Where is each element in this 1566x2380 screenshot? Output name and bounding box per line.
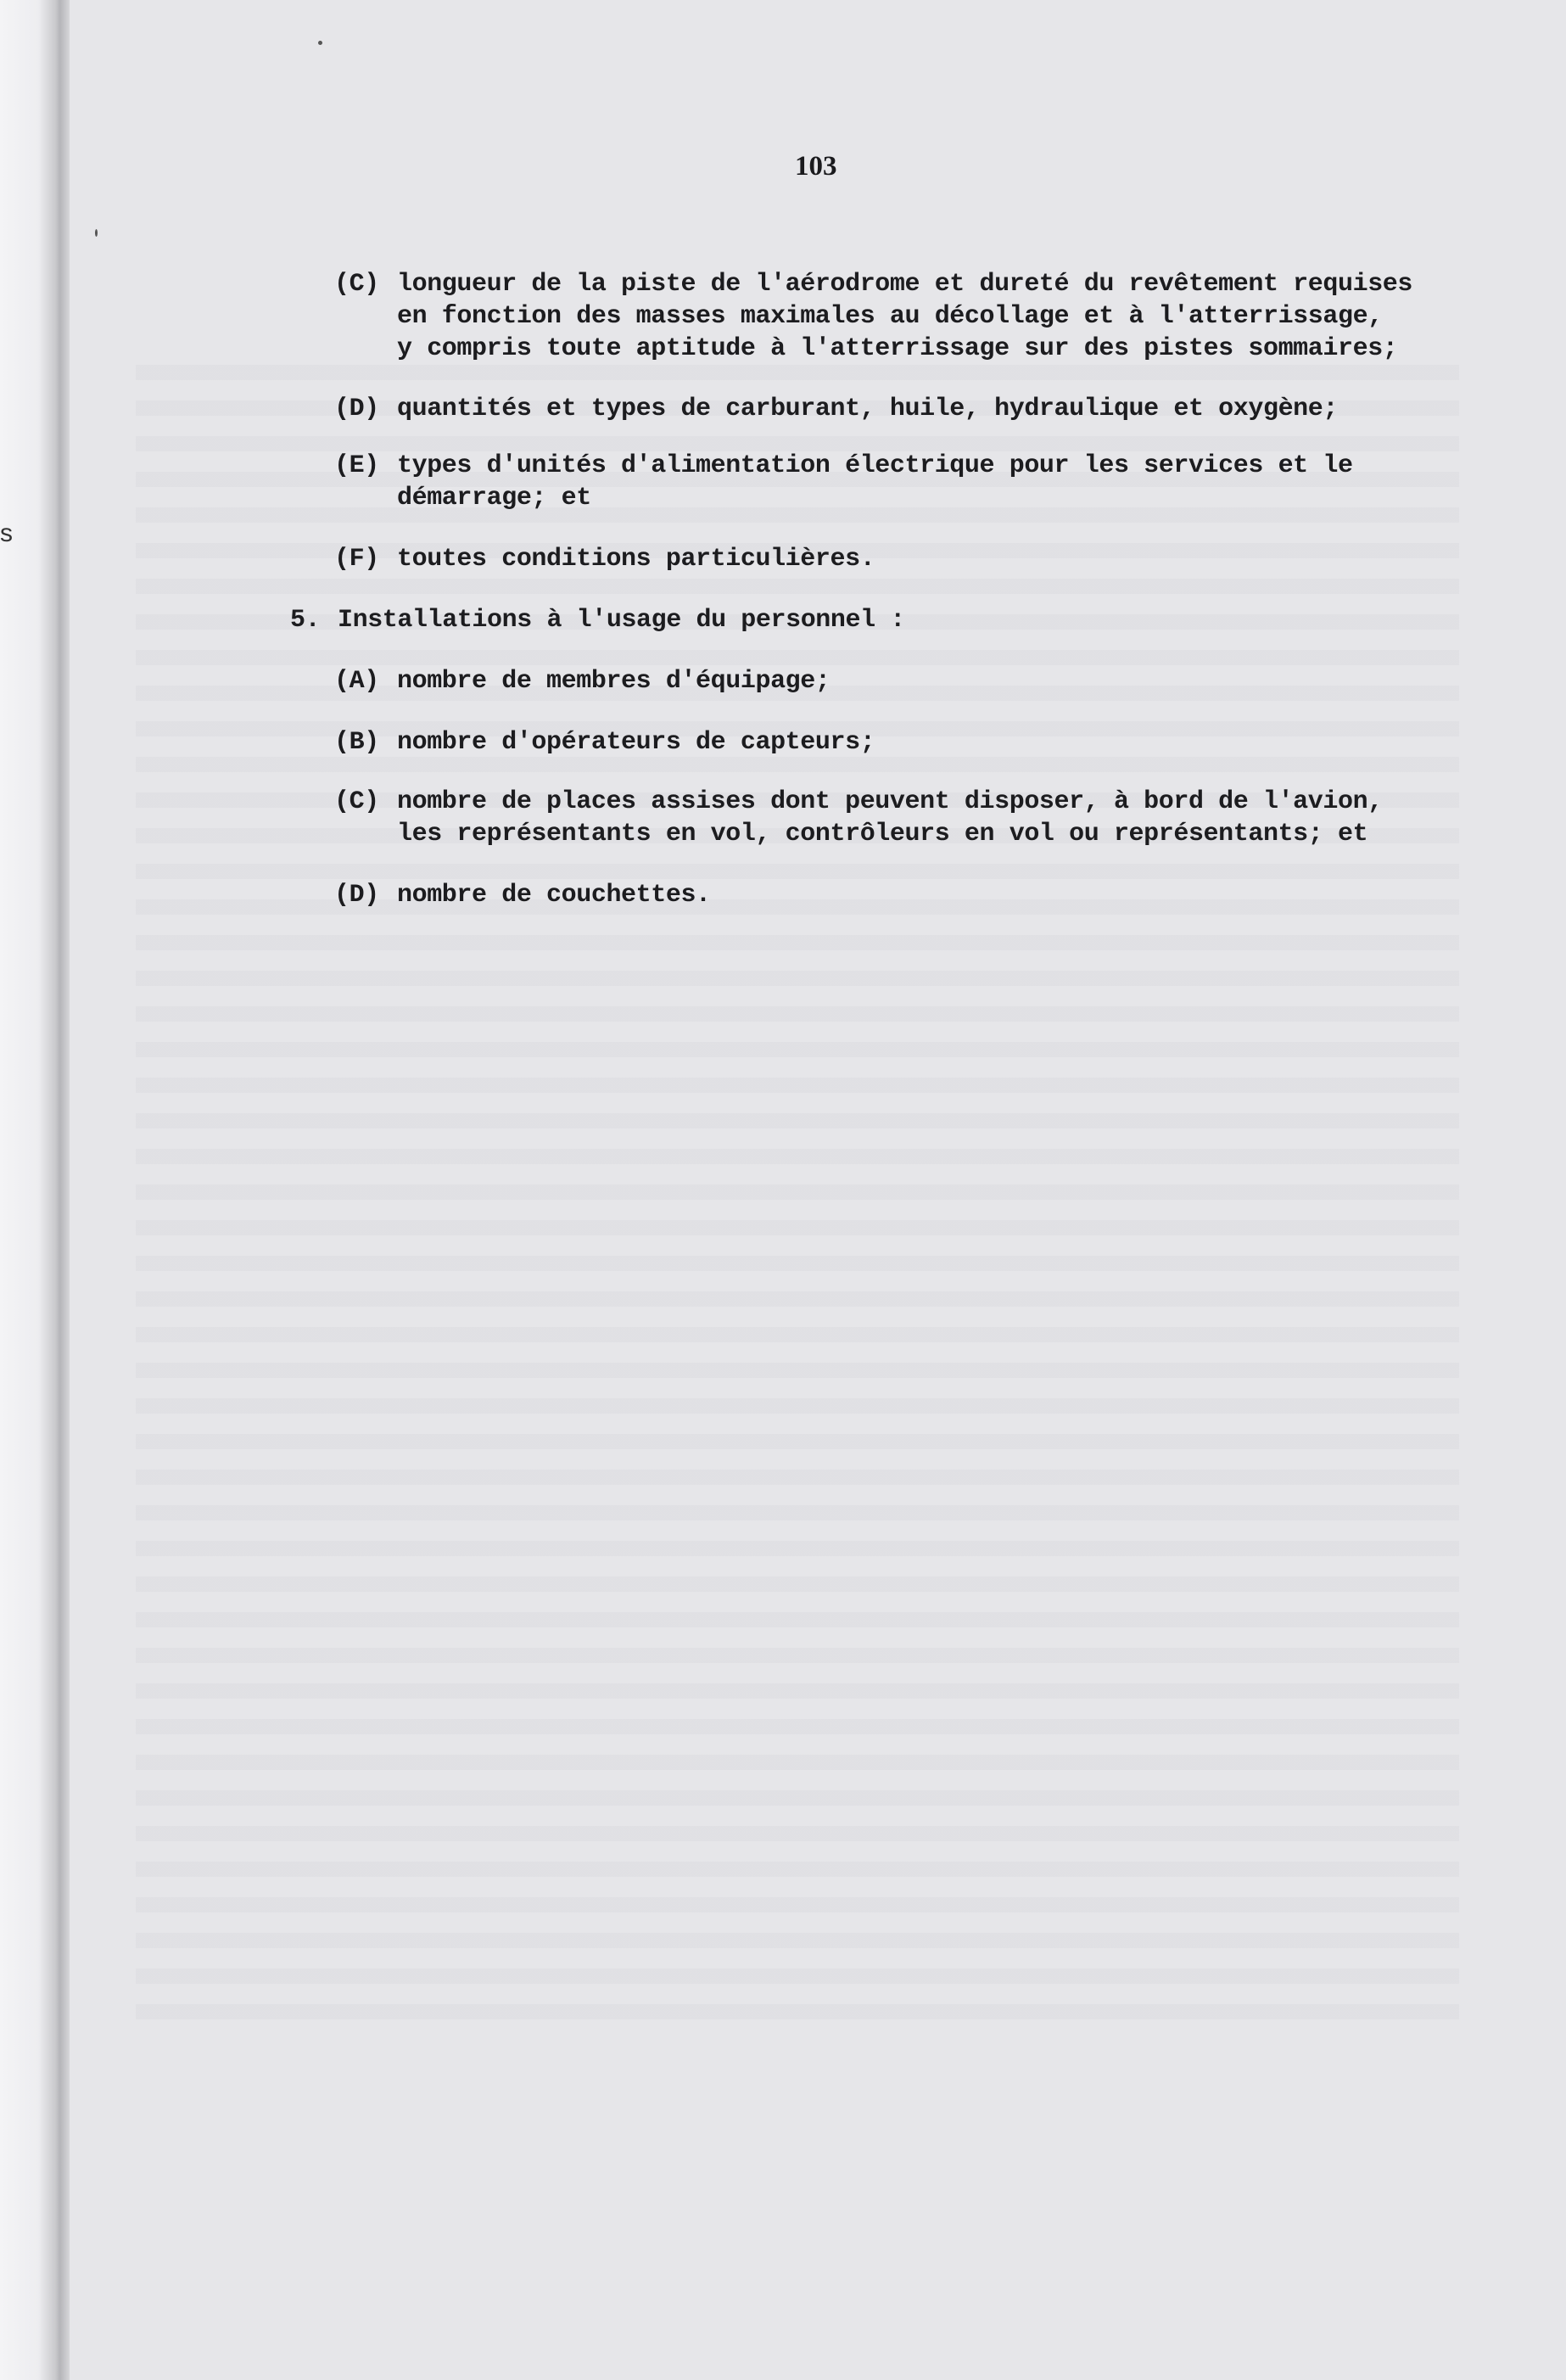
list-item-label: (B) [334,728,379,757]
list-item-text: y compris toute aptitude à l'atterrissage sur des pistes sommaires; [397,334,1398,363]
section-heading: Installations à l'usage du personnel : [338,606,905,635]
section-number: 5. [290,606,321,635]
list-item-text: les représentants en vol, contrôleurs en vol ou représentants; et [397,820,1368,848]
list-item-label: (A) [334,667,379,696]
book-spine-shadow [0,0,70,2380]
list-item-text: nombre de membres d'équipage; [397,667,831,696]
list-item-text: quantités et types de carburant, huile, hydraulique et oxygène; [397,395,1338,423]
margin-mark: s [0,519,13,547]
list-item-text: longueur de la piste de l'aérodrome et dureté du revêtement requises [397,270,1412,299]
list-item-label: (C) [334,270,379,299]
list-item-text: types d'unités d'alimentation électrique pour les services et le [397,451,1353,480]
list-item-text: démarrage; et [397,484,591,512]
list-item-text: nombre de couchettes. [397,881,711,910]
list-item-text: nombre de places assises dont peuvent disposer, à bord de l'avion, [397,787,1383,816]
page-number: 103 [795,151,837,182]
speck [318,41,322,45]
list-item-label: (D) [334,395,379,423]
list-item-label: (D) [334,881,379,910]
speck [95,229,98,237]
list-item-label: (F) [334,545,379,574]
list-item-text: toutes conditions particulières. [397,545,875,574]
list-item-text: en fonction des masses maximales au décollage et à l'atterrissage, [397,302,1383,331]
list-item-text: nombre d'opérateurs de capteurs; [397,728,875,757]
list-item-label: (E) [334,451,379,480]
list-item-label: (C) [334,787,379,816]
